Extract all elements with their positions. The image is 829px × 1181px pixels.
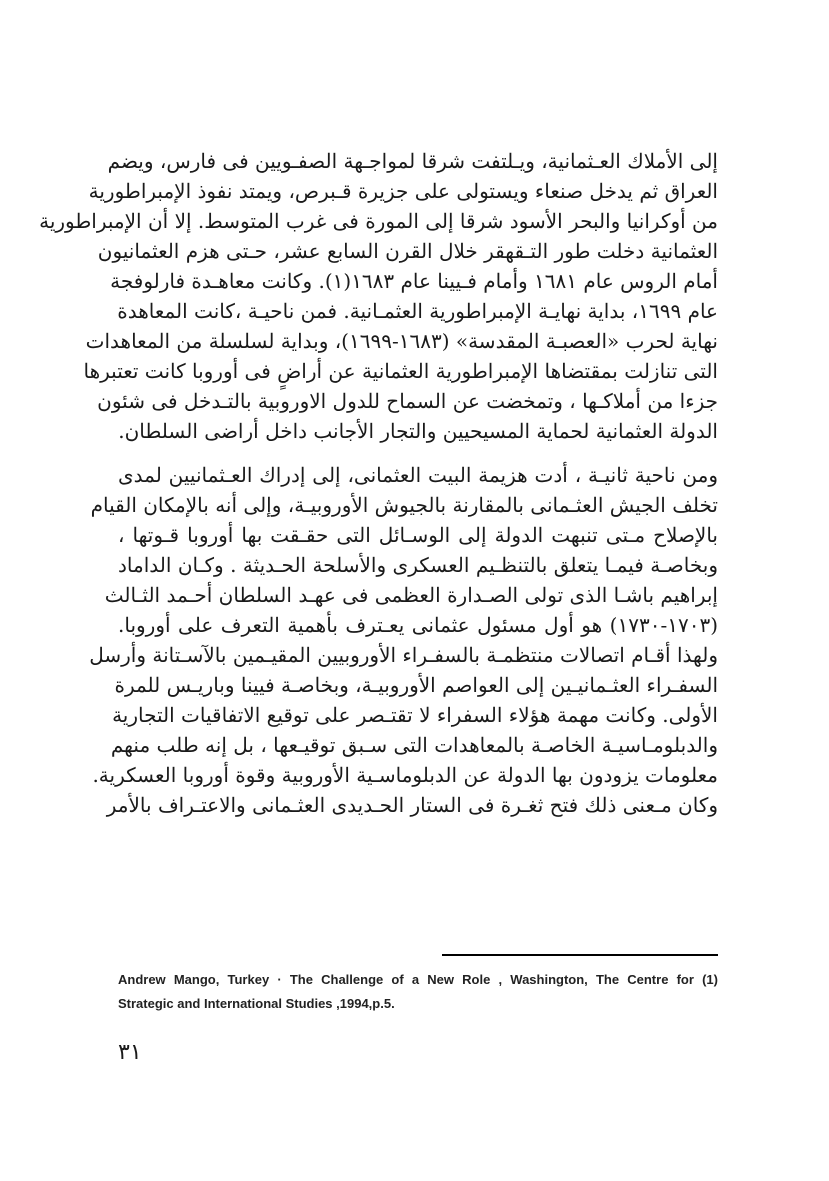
text-line: العراق ثم يدخل صنعاء ويستولى على جزيرة قـبرص، ويمتد نفوذ الإمبراطورية xyxy=(88,179,718,203)
text-line: بالإصلاح مـتى تنبهت الدولة إلى الوسـائل التى حقـقت بها أوروبا قـوتها ، xyxy=(118,523,718,547)
text-line: ولهذا أقـام اتصالات منتظمـة بالسفـراء الأوروبيين المقيـمين بالآسـتانة وأرسل xyxy=(89,643,718,667)
text-line: نهاية لحرب «العصبـة المقدسة» (١٦٨٣-١٦٩٩)، وبداية لسلسلة من المعاهدات xyxy=(85,329,718,353)
text-line: العثمانية دخلت طور التـقهقر خلال القرن السابع عشر، حـتى هزم العثمانيون xyxy=(97,239,718,263)
footnote-separator xyxy=(442,954,718,956)
text-line: جزءا من أملاكـها ، وتمخضت عن السماح للدول الاوروبية بالتـدخل فى شئون xyxy=(97,389,718,413)
text-line: ومن ناحية ثانيـة ، أدت هزيمة البيت العثمانى، إلى إدراك العـثمانيين لمدى xyxy=(118,463,718,487)
text-line: التى تنازلت بمقتضاها الإمبراطورية العثمانية عن أراضٍ فى أوروبا كانت تعتبرها xyxy=(83,359,718,383)
text-line: معلومات يزودون بها الدولة عن الدبلوماسـية الأوروبية وقوة أوروبا العسكرية. xyxy=(92,763,718,787)
footnote-line: Andrew Mango, Turkey · The Challenge of a New Role , Washington, The Centre for (1) xyxy=(118,972,718,987)
text-line: أمام الروس عام ١٦٨١ وأمام فـيينا عام ١٦٨٣(١). وكانت معاهـدة فارلوفجة xyxy=(110,269,718,293)
text-line: الأولى. وكانت مهمة هؤلاء السفراء لا تقتـصر على توقيع الاتفاقيات التجارية xyxy=(112,703,718,727)
text-line: وكان مـعنى ذلك فتح ثغـرة فى الستار الحـديدى العثـمانى والاعتـراف بالأمر xyxy=(106,793,718,817)
text-line: وبخاصـة فيمـا يتعلق بالتنظـيم العسكرى والأسلحة الحـديثة . وكـان الداماد xyxy=(118,553,718,577)
paragraph-2 xyxy=(89,460,718,820)
text-line: السفـراء العثـمانيـين إلى العواصم الأوروبيـة، وبخاصـة فيينا وباريـس للمرة xyxy=(114,673,718,697)
text-line: عام ١٦٩٩، بداية نهايـة الإمبراطورية العثمـانية. فمن ناحيـة ،كانت المعاهدة xyxy=(117,299,718,323)
text-line: والدبلومـاسيـة الخاصـة بالمعاهدات التى سـبق توقيـعها ، بل إنه طلب منهم xyxy=(110,733,718,757)
footnote xyxy=(118,968,718,1016)
text-line: (١٧٠٣-١٧٣٠) هو أول مسئول عثمانى يعـترف بأهمية التعرف على أوروبا. xyxy=(118,613,718,637)
page-number: ٣١ xyxy=(118,1040,142,1065)
main-text xyxy=(39,146,718,820)
text-line: من أوكرانيا والبحر الأسود شرقا إلى المورة فى غرب المتوسط. إلا أن الإمبراطورية xyxy=(39,209,718,233)
paragraph-gap xyxy=(118,446,718,460)
text-line: إبراهيم باشـا الذى تولى الصـدارة العظمى فى عهـد السلطان أحـمد الثـالث xyxy=(104,583,718,607)
text-line: تخلف الجيش العثـمانى بالمقارنة بالجيوش الأوروبيـة، وإلى أنه بالإمكان القيام xyxy=(90,493,718,517)
text-line: الدولة العثمانية لحماية المسيحيين والتجار الأجانب داخل أراضى السلطان. xyxy=(118,419,718,443)
paragraph-1 xyxy=(39,146,718,446)
text-line: إلى الأملاك العـثمانية، ويـلتفت شرقا لمواجـهة الصفـويين فى فارس، ويضم xyxy=(107,149,718,173)
footnote-line: Strategic and International Studies ,1994,p.5. xyxy=(118,996,395,1011)
